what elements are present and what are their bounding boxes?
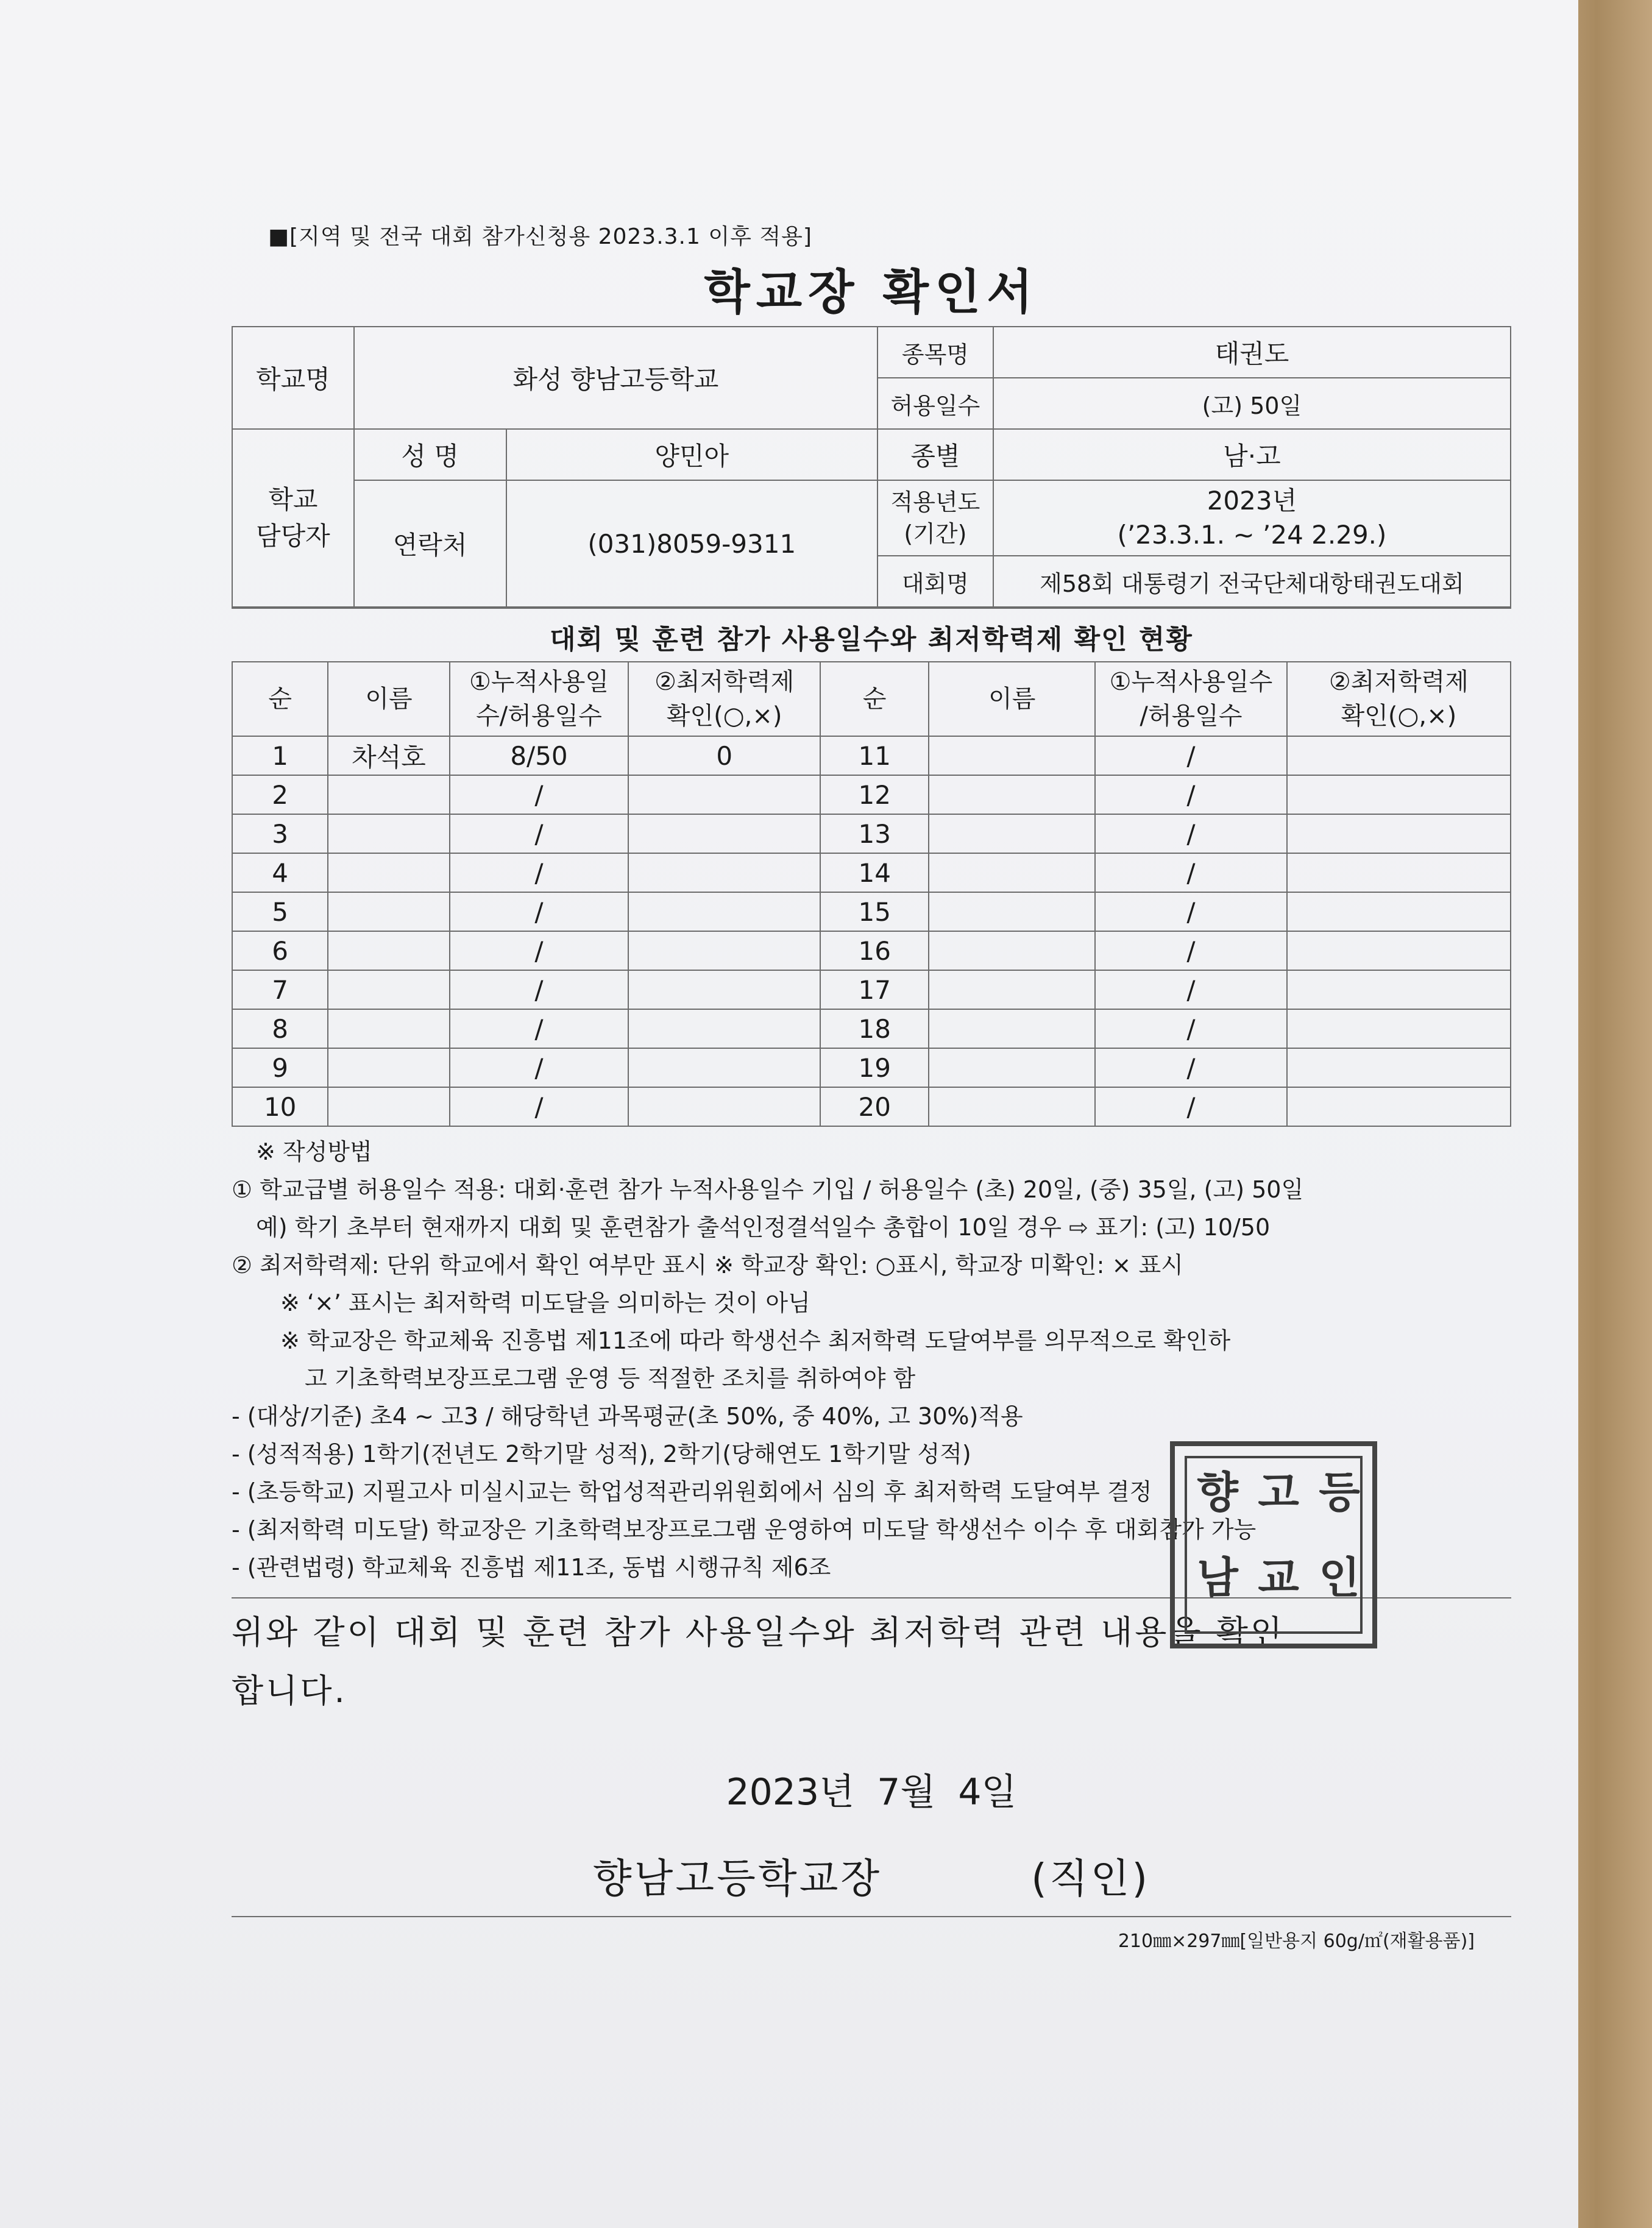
table-cell-name1 xyxy=(328,1087,449,1126)
footer-divider xyxy=(232,1916,1511,1917)
school-seal-stamp xyxy=(1170,1441,1377,1648)
table-cell-n2: 16 xyxy=(820,931,929,970)
table-cell-name1 xyxy=(328,814,449,853)
table-cell-days2: / xyxy=(1095,1009,1287,1048)
table-cell-days2: / xyxy=(1095,814,1287,853)
document xyxy=(232,219,1511,1953)
seal-glyph: 교 xyxy=(1258,1553,1299,1603)
competition-value: 제58회 대통령기 전국단체대항태권도대회 xyxy=(993,556,1511,607)
table-header-row xyxy=(232,662,1511,736)
table-cell-n1: 9 xyxy=(232,1048,328,1087)
table-cell-name1: 차석호 xyxy=(328,736,449,775)
table-cell-n2: 13 xyxy=(820,814,929,853)
table-cell-days1: / xyxy=(450,892,629,931)
note-2-obligation: ※ 학교장은 학교체육 진흥법 제11조에 따라 학생선수 최저학력 도달여부를 의무적으로 확인하 xyxy=(280,1327,1231,1354)
note-2-obligation-cont: 고 기초학력보장프로그램 운영 등 적절한 조치를 취하여야 함 xyxy=(305,1365,916,1392)
table-cell-chk1 xyxy=(628,775,820,814)
table-cell-chk2 xyxy=(1287,736,1511,775)
table-cell-n2: 12 xyxy=(820,775,929,814)
principal-signature xyxy=(232,1846,1511,1904)
column-header: 순 xyxy=(232,662,328,736)
table-row xyxy=(232,736,1511,775)
column-header: 이름 xyxy=(328,662,449,736)
table-cell-chk1 xyxy=(628,1048,820,1087)
table-cell-days2: / xyxy=(1095,1048,1287,1087)
detail-elementary: - (초등학교) 지필고사 미실시교는 학업성적관리위원회에서 심의 후 최저학력 도달여부 결정 xyxy=(232,1478,1152,1505)
note-1: ① 학교급별 허용일수 적용: 대회·훈련 참가 누적사용일수 기입 / 허용일수 (초) 20일, (중) 35일, (고) 50일 xyxy=(232,1176,1304,1203)
school-name-value: 화성 향남고등학교 xyxy=(354,327,877,429)
sport-label: 종목명 xyxy=(877,327,993,378)
table-cell-days1: 8/50 xyxy=(450,736,629,775)
table-cell-chk1 xyxy=(628,892,820,931)
seal-glyph: 인 xyxy=(1319,1553,1360,1603)
school-info-table xyxy=(232,326,1511,608)
table-cell-name2 xyxy=(929,814,1095,853)
detail-target: - (대상/기준) 초4 ~ 고3 / 해당학년 과목평균(초 50%, 중 40%, 고 30%)적용 xyxy=(232,1403,1023,1430)
document-title: 학교장 확인서 xyxy=(704,265,1039,320)
period-value: 2023년 (’23.3.1. ~ ’24 2.29.) xyxy=(993,480,1511,556)
table-cell-n2: 11 xyxy=(820,736,929,775)
table-cell-name2 xyxy=(929,931,1095,970)
table-cell-name2 xyxy=(929,853,1095,892)
table-cell-chk2 xyxy=(1287,814,1511,853)
table-cell-chk2 xyxy=(1287,970,1511,1009)
table-cell-name1 xyxy=(328,970,449,1009)
table-cell-days1: / xyxy=(450,931,629,970)
table-cell-name2 xyxy=(929,970,1095,1009)
table-cell-chk1 xyxy=(628,1087,820,1126)
table-cell-days2: / xyxy=(1095,775,1287,814)
seal-glyph: 남 xyxy=(1197,1553,1238,1603)
table-cell-n1: 6 xyxy=(232,931,328,970)
table-cell-n2: 15 xyxy=(820,892,929,931)
seal-glyph: 고 xyxy=(1258,1467,1299,1517)
table-cell-days2: / xyxy=(1095,970,1287,1009)
category-label: 종별 xyxy=(877,429,993,480)
table-cell-n2: 20 xyxy=(820,1087,929,1126)
issue-date: 2023년 7월 4일 xyxy=(726,1771,1017,1814)
table-cell-chk1 xyxy=(628,853,820,892)
table-cell-days1: / xyxy=(450,775,629,814)
detail-below-minimum: - (최저학력 미도달) 학교장은 기초학력보장프로그램 운영하여 미도달 학생선수 이수 후 대회참가 가능 xyxy=(232,1516,1257,1543)
table-cell-days1: / xyxy=(450,970,629,1009)
table-cell-n2: 18 xyxy=(820,1009,929,1048)
table-cell-days1: / xyxy=(450,1009,629,1048)
sport-value: 태권도 xyxy=(993,327,1511,378)
table-cell-n1: 3 xyxy=(232,814,328,853)
table-row xyxy=(232,853,1511,892)
note-2: ② 최저학력제: 단위 학교에서 확인 여부만 표시 ※ 학교장 확인: ○표시, 학교장 미확인: × 표시 xyxy=(232,1252,1183,1279)
table-cell-n1: 8 xyxy=(232,1009,328,1048)
table-cell-chk1 xyxy=(628,931,820,970)
detail-grades: - (성적적용) 1학기(전년도 2학기말 성적), 2학기(당해연도 1학기말 성적) xyxy=(232,1441,971,1467)
table-cell-days2: / xyxy=(1095,931,1287,970)
table-cell-days2: / xyxy=(1095,736,1287,775)
paper-spec: 210㎜×297㎜[일반용지 60g/㎡(재활용품)] xyxy=(1118,1931,1475,1952)
table-row xyxy=(232,931,1511,970)
table-cell-chk2 xyxy=(1287,853,1511,892)
column-header: 이름 xyxy=(929,662,1095,736)
table-cell-name1 xyxy=(328,775,449,814)
table-cell-days1: / xyxy=(450,1048,629,1087)
table-row xyxy=(232,775,1511,814)
column-header: ②최저학력제 확인(○,×) xyxy=(1287,662,1511,736)
table-cell-chk2 xyxy=(1287,1087,1511,1126)
detail-laws: - (관련법령) 학교체육 진흥법 제11조, 동법 시행규칙 제6조 xyxy=(232,1554,831,1581)
allowed-days-value: (고) 50일 xyxy=(993,378,1511,429)
name-label: 성 명 xyxy=(354,429,506,480)
table-cell-chk1 xyxy=(628,970,820,1009)
confirmation-line-2: 합니다. xyxy=(232,1672,347,1710)
table-cell-days1: / xyxy=(450,1087,629,1126)
table-cell-chk2 xyxy=(1287,775,1511,814)
table-cell-name1 xyxy=(328,1048,449,1087)
confirmation-line-1: 위와 같이 대회 및 훈련 참가 사용일수와 최저학력 관련 내용을 확인 xyxy=(232,1613,1285,1651)
table-cell-name2 xyxy=(929,1009,1095,1048)
name-value: 양민아 xyxy=(506,429,878,480)
table-cell-name2 xyxy=(929,1048,1095,1087)
table-cell-days2: / xyxy=(1095,853,1287,892)
contact-label: 연락처 xyxy=(354,480,506,607)
column-header: ①누적사용일 수/허용일수 xyxy=(450,662,629,736)
table-cell-days2: / xyxy=(1095,892,1287,931)
table-cell-n1: 2 xyxy=(232,775,328,814)
table-cell-n1: 7 xyxy=(232,970,328,1009)
table-cell-chk2 xyxy=(1287,1048,1511,1087)
table-cell-name2 xyxy=(929,892,1095,931)
note-2-remark: ※ ‘×’ 표시는 최저학력 미도달을 의미하는 것이 아님 xyxy=(280,1290,810,1316)
table-cell-chk1 xyxy=(628,814,820,853)
column-header: ①누적사용일수 /허용일수 xyxy=(1095,662,1287,736)
table-cell-chk1 xyxy=(628,1009,820,1048)
seal-glyph: 향 xyxy=(1197,1467,1238,1517)
notes-heading: ※ 작성방법 xyxy=(256,1138,372,1165)
table-cell-name1 xyxy=(328,1009,449,1048)
table-cell-name2 xyxy=(929,1087,1095,1126)
section-title: 대회 및 훈련 참가 사용일수와 최저학력제 확인 현황 xyxy=(232,608,1511,661)
competition-label: 대회명 xyxy=(877,556,993,607)
table-cell-n2: 17 xyxy=(820,970,929,1009)
principal-title: 향남고등학교장 xyxy=(592,1855,882,1902)
seal-glyph: 등 xyxy=(1319,1467,1360,1517)
table-cell-name1 xyxy=(328,853,449,892)
table-cell-days1: / xyxy=(450,814,629,853)
table-cell-n1: 10 xyxy=(232,1087,328,1126)
table-row xyxy=(232,892,1511,931)
table-row xyxy=(232,814,1511,853)
table-cell-n1: 4 xyxy=(232,853,328,892)
table-cell-name2 xyxy=(929,736,1095,775)
note-1-example: 예) 학기 초부터 현재까지 대회 및 훈련참가 출석인정결석일수 총합이 10일 경우 ⇨ 표기: (고) 10/50 xyxy=(256,1214,1271,1241)
table-row xyxy=(232,1087,1511,1126)
table-cell-days1: / xyxy=(450,853,629,892)
table-cell-n2: 19 xyxy=(820,1048,929,1087)
table-row xyxy=(232,1048,1511,1087)
column-header: 순 xyxy=(820,662,929,736)
table-cell-chk1: 0 xyxy=(628,736,820,775)
category-value: 남·고 xyxy=(993,429,1511,480)
table-cell-n1: 5 xyxy=(232,892,328,931)
table-cell-name1 xyxy=(328,892,449,931)
table-cell-days2: / xyxy=(1095,1087,1287,1126)
athlete-status-table xyxy=(232,661,1511,1127)
staff-label: 학교 담당자 xyxy=(232,429,354,607)
table-row xyxy=(232,970,1511,1009)
allowed-days-label: 허용일수 xyxy=(877,378,993,429)
contact-value: (031)8059-9311 xyxy=(506,480,878,607)
table-cell-chk2 xyxy=(1287,892,1511,931)
table-cell-name1 xyxy=(328,931,449,970)
column-header: ②최저학력제 확인(○,×) xyxy=(628,662,820,736)
table-body xyxy=(232,736,1511,1126)
table-cell-name2 xyxy=(929,775,1095,814)
form-header-note: ■[지역 및 전국 대회 참가신청용 2023.3.1 이후 적용] xyxy=(268,224,812,249)
period-label: 적용년도 (기간) xyxy=(877,480,993,556)
table-cell-chk2 xyxy=(1287,1009,1511,1048)
table-row xyxy=(232,1009,1511,1048)
table-cell-n1: 1 xyxy=(232,736,328,775)
school-name-label: 학교명 xyxy=(232,327,354,429)
table-cell-n2: 14 xyxy=(820,853,929,892)
seal-mark-text: (직인) xyxy=(1031,1855,1150,1902)
table-cell-chk2 xyxy=(1287,931,1511,970)
